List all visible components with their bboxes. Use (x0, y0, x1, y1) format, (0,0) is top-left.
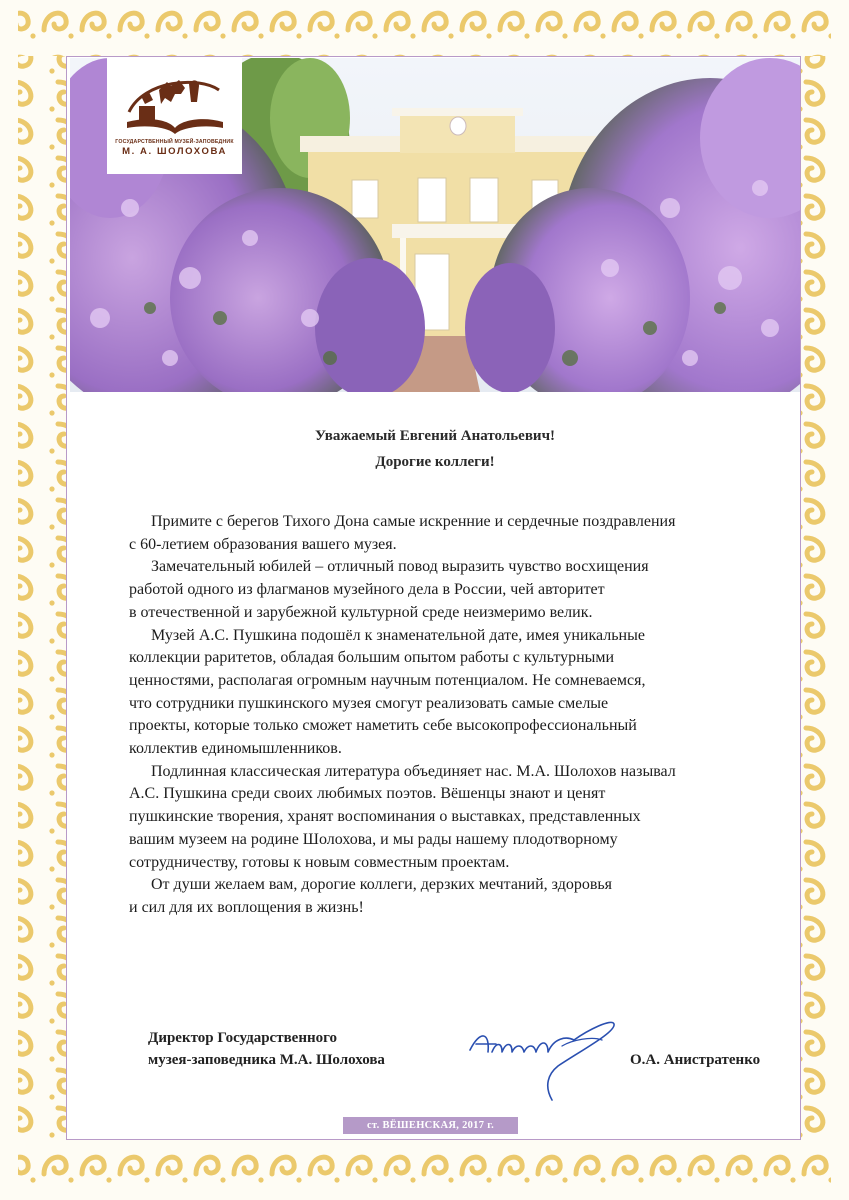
body-line: пушкинские творения, хранят воспоминания о выставках, представленных (129, 808, 641, 826)
body-line: Примите с берегов Тихого Дона самые искренние и сердечные поздравления (151, 513, 676, 530)
body-line: и сил для их воплощения в жизнь! (129, 898, 364, 916)
body-line: с 60-летием образования вашего музея. (129, 535, 397, 553)
body-line: вашим музеем на родине Шолохова, и мы рады нашему плодотворному (129, 830, 618, 848)
salutation-recipient: Уважаемый Евгений Анатольевич! (314, 428, 556, 444)
body-line: коллектив единомышленников. (129, 740, 342, 758)
body-line: Замечательный юбилей – отличный повод выразить чувство восхищения (151, 558, 649, 576)
body-line: проекты, которые только сможет наметить себе высокопрофессиональный (129, 717, 637, 735)
signatory-title-line1: Директор Государственного (148, 1030, 338, 1046)
place-date-label: ст. ВЁШЕНСКАЯ, 2017 г. (343, 1117, 518, 1134)
body-line: ценностями, располагая огромным научным потенциалом. Не сомневаемся, (129, 671, 646, 689)
body-line: От души желаем вам, дорогие коллеги, дерзких мечтаний, здоровья (151, 876, 613, 894)
body-line: работой одного из флагманов музейного дела в России, чей авторитет (129, 581, 605, 599)
body-line: в отечественной и зарубежной культурной среде неизмеримо велик. (129, 603, 593, 621)
body-line: А.С. Пушкина среди своих любимых поэтов. Вёшенцы знают и ценят (129, 785, 606, 803)
salutation-colleagues: Дорогие коллеги! (375, 454, 495, 470)
signatory-title-line2: музея-заповедника М.А. Шолохова (148, 1052, 385, 1068)
monument-emblem-icon (119, 72, 230, 138)
body-line: коллекции раритетов, обладая большим опытом работы с культурными (129, 649, 615, 667)
logo-caption-line1: ГОСУДАРСТВЕННЫЙ МУЗЕЙ-ЗАПОВЕДНИК (115, 139, 234, 145)
museum-logo (107, 58, 242, 174)
body-line: Музей А.С. Пушкина подошёл к знаменательной дате, имея уникальные (151, 626, 645, 644)
letter-body (129, 511, 769, 920)
body-line: Подлинная классическая литература объединяет нас. М.А. Шолохов называл (151, 762, 676, 780)
handwritten-signature (462, 1010, 622, 1110)
signatory-name: О.А. Анистратенко (630, 1052, 761, 1068)
body-line: что сотрудники пушкинского музея смогут реализовать самые смелые (129, 694, 609, 712)
body-line: сотрудничеству, готовы к новым совместным проектам. (129, 853, 510, 871)
logo-caption-line2: М. А. ШОЛОХОВА (122, 146, 227, 157)
